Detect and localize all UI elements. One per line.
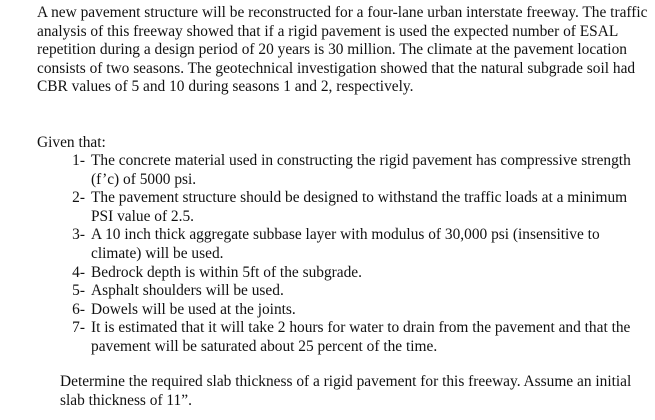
question-prompt: Determine the required slab thickness of a rigid pavement for this freeway. Assume an initial slab thickness of 11”. (60, 373, 632, 409)
list-item-number: 5- (72, 282, 85, 300)
list-item-text: Bedrock depth is within 5ft of the subgrade. (91, 263, 362, 281)
list-item (37, 319, 649, 356)
list-item-number: 6- (72, 300, 85, 318)
list-item-number: 2- (72, 189, 85, 207)
list-item-text: Dowels will be used at the joints. (91, 300, 296, 318)
list-item-number: 1- (72, 152, 85, 169)
list-item-text: Asphalt shoulders will be used. (91, 282, 284, 300)
list-item-text: A 10 inch thick aggregate subbase layer with modulus of 30,000 psi (insensitive to climate) will be used. (91, 226, 600, 262)
list-item (37, 152, 649, 189)
list-item (37, 226, 649, 263)
list-item-text: The pavement structure should be designed to withstand the traffic loads at a minimum PSI value of 2.5. (91, 189, 628, 225)
given-label: Given that: (37, 134, 106, 151)
list-item-number: 7- (72, 319, 85, 337)
list-item (37, 301, 649, 320)
list-item-text: It is estimated that it will take 2 hours for water to drain from the pavement and that the pavement will be saturated about 25 percent of the time. (91, 319, 631, 355)
problem-statement: A new pavement structure will be reconstructed for a four-lane urban interstate freeway. The traffic analysis of this freeway showed that if a rigid pavement is used the expected number of ESAL repetition during a design period of 20 years is 30 million. The climate at the pavement location consists of two seasons. The geotechnical investigation showed that the natural subgrade soil had CBR values of 5 and 10 during seasons 1 and 2, respectively. (37, 4, 648, 96)
given-conditions-list (37, 152, 649, 357)
list-item (37, 282, 649, 301)
list-item (37, 264, 649, 283)
list-item-number: 4- (72, 263, 85, 281)
list-item (37, 189, 649, 226)
list-item-number: 3- (72, 226, 85, 244)
list-item-text: The concrete material used in constructing the rigid pavement has compressive strength (f’c) of 5000 psi. (91, 152, 631, 188)
